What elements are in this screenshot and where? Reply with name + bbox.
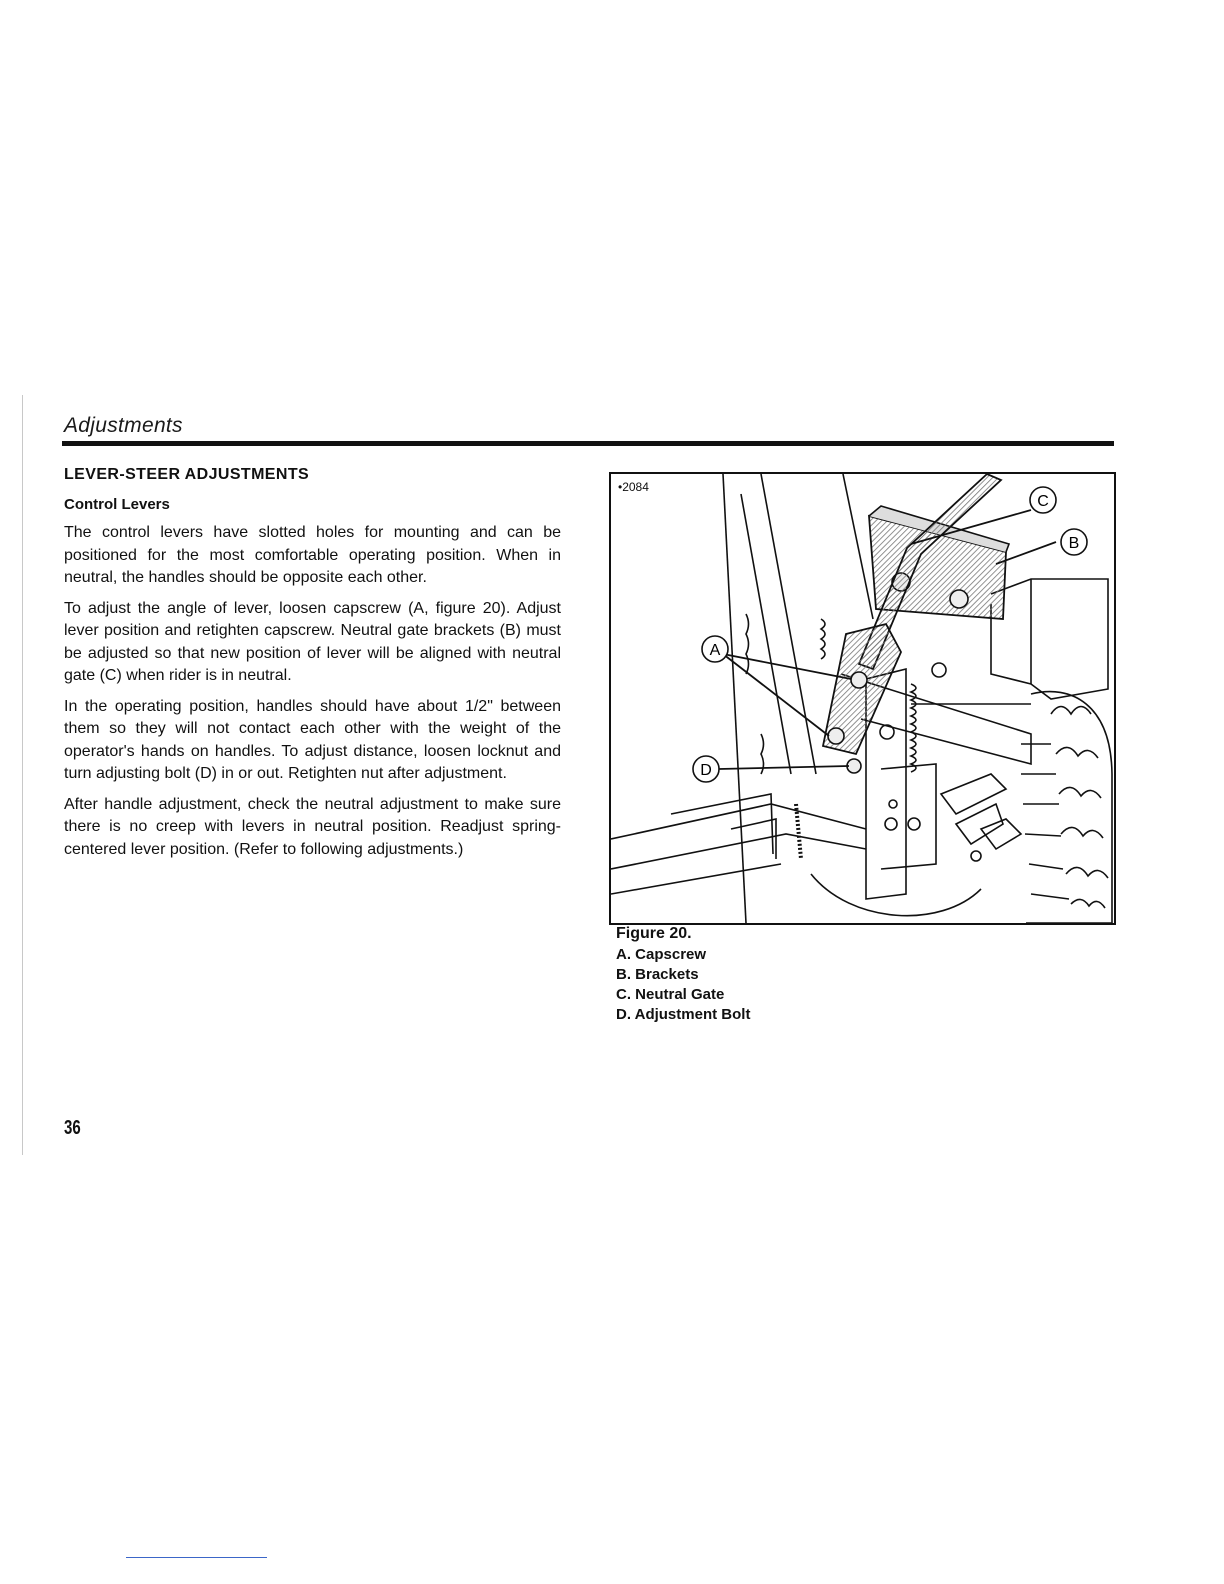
paragraph: After handle adjustment, check the neutral adjustment to make sure there is no creep with levers in neutral position. Readjust spring-centered lever position. (Refer to following adjustments.) <box>64 795 561 858</box>
legend-item: A. Capscrew <box>616 946 707 963</box>
lever-assembly-drawing <box>611 474 1114 923</box>
callout-d <box>693 756 719 782</box>
header-rule <box>62 441 1114 446</box>
text-column <box>64 466 561 869</box>
figure-caption <box>616 925 750 1025</box>
section-heading: LEVER-STEER ADJUSTMENTS <box>64 466 310 483</box>
subheading: Control Levers <box>64 496 170 513</box>
figure-20-illustration <box>609 472 1116 925</box>
caption-title: Figure 20. <box>616 925 692 942</box>
paragraph: To adjust the angle of lever, loosen capscrew (A, figure 20). Adjust lever position and retighten capscrew. Neutral gate brackets (B) must be adjusted so that new position of lever will be aligned with neutral gate (C) when rider is in neutral. <box>64 599 561 684</box>
legend-item: D. Adjustment Bolt <box>616 1006 751 1023</box>
callout-a-label: A <box>709 642 721 659</box>
callout-c-label: C <box>1037 493 1049 510</box>
paragraph: In the operating position, handles should have about 1/2" between them so they will not contact each other with the weight of the operator's hands on handles. To adjust distance, loosen locknut and turn adjusting bolt (D) in or out. Retighten nut after adjustment. <box>64 697 561 782</box>
callout-a <box>702 636 728 662</box>
callout-b <box>1061 529 1087 555</box>
legend-item: B. Brackets <box>616 966 699 983</box>
section-title: Adjustments <box>64 414 183 437</box>
callout-c <box>1030 487 1056 513</box>
margin-line <box>22 395 23 1155</box>
figure-id: •2084 <box>618 480 649 494</box>
page-number: 36 <box>64 1117 81 1139</box>
callout-b-label: B <box>1068 535 1080 552</box>
footer-link-underline <box>126 1557 267 1558</box>
paragraph: The control levers have slotted holes for mounting and can be positioned for the most comfortable operating position. When in neutral, the handles should be opposite each other. <box>64 524 561 586</box>
legend-item: C. Neutral Gate <box>616 986 725 1003</box>
callout-d-label: D <box>700 762 712 779</box>
